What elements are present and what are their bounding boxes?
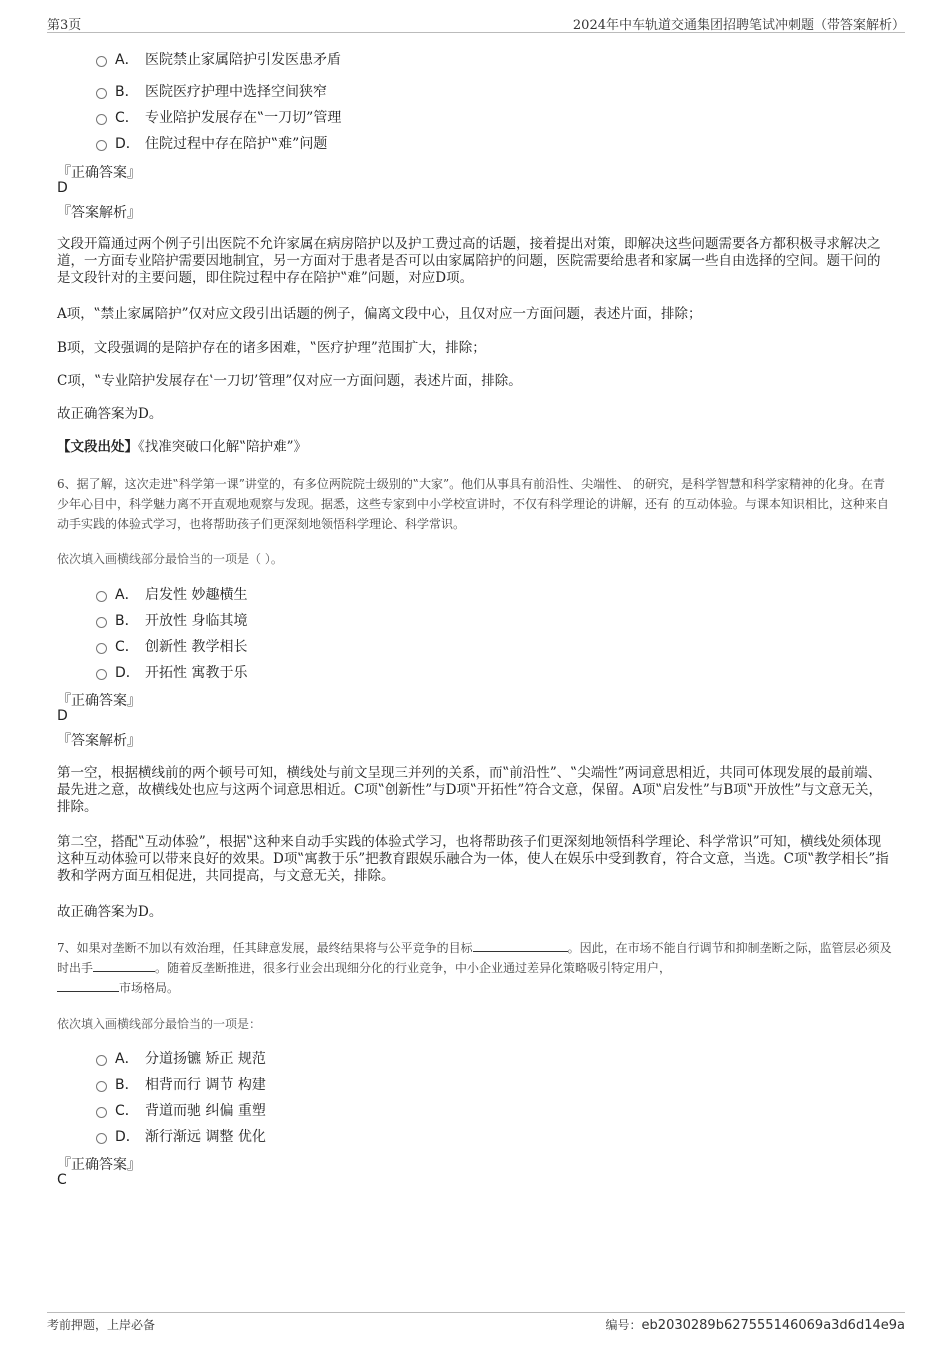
answer-blank <box>473 939 568 952</box>
q6-conclusion: 故正确答案为D。 <box>57 904 163 920</box>
radio-icon[interactable] <box>96 669 107 680</box>
q6-analysis-paragraph: 第一空，根据横线前的两个顿号可知，横线处与前文呈现三并列的关系，而‟前沿性”、‟尖端性”两词意思相近，共同可体现发展的最前端、最先进之意，故横线处也应与这两个词意思相近。C项‟创新性”与D项‟开拓性”符合文意，保留。A项‟启发性”与B项‟开放性”与文意无关，排除。 <box>57 765 883 815</box>
q7-answer: C <box>57 1172 67 1188</box>
q7-answer-label: 『正确答案』 <box>57 1157 141 1173</box>
radio-icon[interactable] <box>96 140 107 151</box>
radio-icon[interactable] <box>96 1081 107 1092</box>
radio-icon[interactable] <box>96 1107 107 1118</box>
radio-icon[interactable] <box>96 1055 107 1066</box>
answer-blank <box>57 979 119 992</box>
q6-analysis-paragraph: 第二空，搭配‟互动体验”，根据‟这种来自动手实践的体验式学习，也将帮助孩子们更深刻地领悟科学理论、科学常识”可知，横线处须体现这种互动体验可以带来良好的效果。D项‟寓教于乐”把教育跟娱乐融合为一体，使人在娱乐中受到教育，符合文意，当选。C项‟教学相长”指教和学两方面互相促进，共同提高，与文意无关，排除。 <box>57 834 889 884</box>
radio-icon[interactable] <box>96 114 107 125</box>
q5-conclusion: 故正确答案为D。 <box>57 406 163 422</box>
page-number: 第3页 <box>47 18 82 33</box>
radio-icon[interactable] <box>96 1133 107 1144</box>
page-footer <box>47 1312 905 1335</box>
q5-analysis-paragraph: C项，‟专业陪护发展存在‛一刀切’管理”仅对应一方面问题，表述片面，排除。 <box>57 373 522 389</box>
q6-question: 6、据了解，这次走进‟科学第一课”讲堂的，有多位两院院士级别的‟大家”。他们从事具有前沿性、尖端性、 的研究，是科学智慧和科学家精神的化身。在青少年心目中，科学魅力离不开直观地观察与发现。据悉，这些专家到中小学校宣讲时，不仅有科学理论的讲解，还有 的互动体验。与课本知识相比，这种来自动手实践的体验式学习，也将帮助孩子们更深刻地领悟科学理论、科学常识。 <box>57 477 889 531</box>
q7-option-a[interactable]: A． 分道扬镳 矫正 规范 <box>96 1048 266 1068</box>
q6-option-d[interactable]: D． 开拓性 寓教于乐 <box>96 662 247 682</box>
q5-analysis-label: 『答案解析』 <box>57 205 141 221</box>
q7-question: 7、如果对垄断不加以有效治理，任其肆意发展，最终结果将与公平竞争的目标 。因此，在市场不能自行调节和抑制垄断之际，监管层必须及时出手 。随着反垄断推进，很多行业会出现细分化的行业竞争，中小企业通过差异化策略吸引特定用户， 市场格局。 <box>57 941 892 995</box>
q6-option-b[interactable]: B． 开放性 身临其境 <box>96 610 247 630</box>
radio-icon[interactable] <box>96 56 107 67</box>
document-id: 编号：eb2030289b627555146069a3d6d14e9a <box>605 1318 905 1333</box>
source-label: 【文段出处】 <box>57 439 138 455</box>
q5-option-a[interactable]: A． 医院禁止家属陪护引发医患矛盾 <box>96 49 341 69</box>
q6-prompt: 依次填入画横线部分最恰当的一项是（ ）。 <box>57 552 283 566</box>
source-text: 《找准突破口化解‟陪护难”》 <box>138 439 308 455</box>
q6-answer-label: 『正确答案』 <box>57 693 141 709</box>
q6-option-c[interactable]: C． 创新性 教学相长 <box>96 636 247 656</box>
q7-option-b[interactable]: B． 相背而行 调节 构建 <box>96 1074 266 1094</box>
footer-slogan: 考前押题，上岸必备 <box>47 1318 156 1332</box>
q5-option-d[interactable]: D． 住院过程中存在陪护‟难”问题 <box>96 133 327 153</box>
radio-icon[interactable] <box>96 88 107 99</box>
q5-analysis-paragraph: A项，‟禁止家属陪护”仅对应文段引出话题的例子，偏离文段中心，且仅对应一方面问题，表述片面，排除； <box>57 306 702 322</box>
q5-answer: D <box>57 180 68 196</box>
q5-answer-label: 『正确答案』 <box>57 165 141 181</box>
radio-icon[interactable] <box>96 617 107 628</box>
q7-option-c[interactable]: C． 背道而驰 纠偏 重塑 <box>96 1100 266 1120</box>
q5-analysis-paragraph: B项，文段强调的是陪护存在的诸多困难，‟医疗护理”范围扩大，排除； <box>57 340 486 356</box>
answer-blank <box>93 959 155 972</box>
radio-icon[interactable] <box>96 643 107 654</box>
q5-analysis-paragraph: 文段开篇通过两个例子引出医院不允许家属在病房陪护以及护工费过高的话题，接着提出对策，即解决这些问题需要各方都积极寻求解决之道，一方面专业陪护需要因地制宜，另一方面对于患者是否可以由家属陪护的问题，医院需要给患者和家属一些自由选择的空间。题干问的是文段针对的主要问题，即住院过程中存在陪护‟难”问题，对应D项。 <box>57 236 881 286</box>
q6-analysis-label: 『答案解析』 <box>57 733 141 749</box>
q6-option-a[interactable]: A． 启发性 妙趣横生 <box>96 584 247 604</box>
q7-prompt: 依次填入画横线部分最恰当的一项是： <box>57 1017 262 1031</box>
q5-option-c[interactable]: C． 专业陪护发展存在‟一刀切”管理 <box>96 107 341 127</box>
q5-source <box>57 439 892 456</box>
q7-option-d[interactable]: D． 渐行渐远 调整 优化 <box>96 1126 266 1146</box>
page-header <box>47 12 905 33</box>
q6-answer: D <box>57 708 68 724</box>
document-title: 2024年中车轨道交通集团招聘笔试冲刺题（带答案解析） <box>572 18 905 33</box>
radio-icon[interactable] <box>96 591 107 602</box>
q5-option-b[interactable]: B． 医院医疗护理中选择空间狭窄 <box>96 81 327 101</box>
